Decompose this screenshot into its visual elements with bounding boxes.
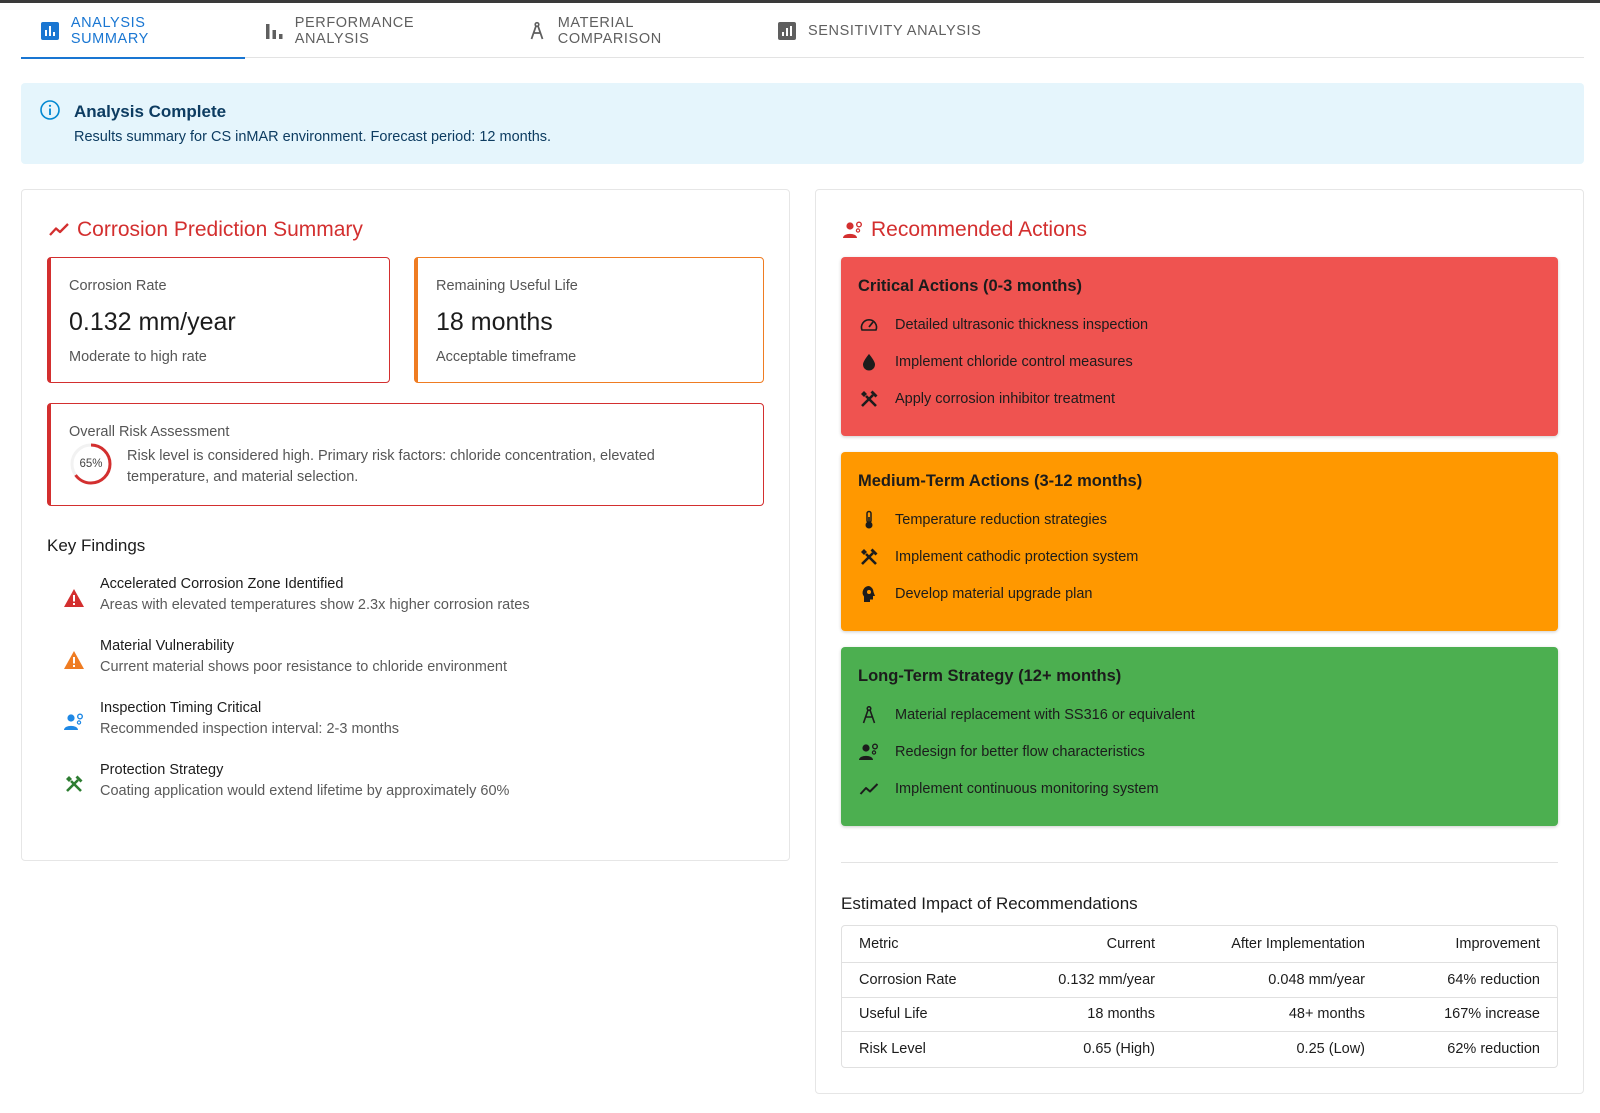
- finding-desc: Areas with elevated temperatures show 2.3x higher corrosion rates: [100, 597, 530, 613]
- table-cell: 48+ months: [1172, 998, 1382, 1033]
- engineering-icon: [841, 218, 865, 242]
- corrosion-rate-note: Moderate to high rate: [69, 349, 207, 365]
- action-item: Redesign for better flow characteristics: [858, 740, 1145, 764]
- risk-gauge: [69, 442, 113, 486]
- tab-material-comparison[interactable]: [508, 3, 758, 58]
- trending-up-icon: [47, 218, 71, 242]
- finding-desc: Current material shows poor resistance to chloride environment: [100, 659, 507, 675]
- trending-up-icon: [858, 778, 880, 800]
- useful-life-label: Remaining Useful Life: [436, 278, 578, 294]
- corrosion-rate-value: 0.132 mm/year: [69, 308, 236, 336]
- table-row: [842, 963, 1557, 998]
- risk-percent: 65%: [79, 458, 103, 470]
- table-header-row: [842, 926, 1557, 963]
- action-item: Develop material upgrade plan: [858, 582, 1093, 606]
- tab-label: ANALYSIS SUMMARY: [70, 14, 149, 47]
- corrosion-rate-label: Corrosion Rate: [69, 278, 167, 294]
- action-item: Material replacement with SS316 or equivalent: [858, 703, 1195, 727]
- water-drop-icon: [858, 351, 880, 373]
- table-cell: Risk Level: [859, 1041, 926, 1058]
- finding-item: [62, 700, 742, 750]
- info-icon: [39, 99, 61, 121]
- column-header: Current: [1017, 926, 1172, 963]
- tab-label: PERFORMANCE ANALYSIS: [294, 14, 415, 47]
- compass-icon: [858, 704, 880, 726]
- chart-box-icon: [776, 20, 798, 42]
- engineering-icon: [858, 741, 880, 763]
- engineering-icon: [62, 710, 86, 734]
- tab-sensitivity-analysis[interactable]: [758, 3, 999, 58]
- useful-life-box: [414, 257, 764, 383]
- tools-icon: [858, 388, 880, 410]
- corrosion-rate-box: [47, 257, 390, 383]
- finding-title: Material Vulnerability: [100, 638, 235, 654]
- action-item: Apply corrosion inhibitor treatment: [858, 387, 1115, 411]
- tools-icon: [858, 546, 880, 568]
- speedometer-icon: [858, 314, 880, 336]
- recommended-actions-card: [815, 189, 1584, 1094]
- finding-item: [62, 638, 742, 688]
- medium-term-actions-title: Medium-Term Actions (3-12 months): [858, 472, 1143, 490]
- column-header: Metric: [842, 926, 1017, 963]
- useful-life-value: 18 months: [436, 308, 553, 336]
- psychology-icon: [858, 583, 880, 605]
- table-cell: 167% increase: [1382, 998, 1557, 1033]
- useful-life-note: Acceptable timeframe: [436, 349, 577, 365]
- long-term-strategy-box: [841, 647, 1558, 826]
- finding-title: Protection Strategy: [100, 762, 224, 778]
- bar-chart-icon: [39, 20, 61, 42]
- risk-assessment-box: [47, 403, 764, 506]
- finding-desc: Coating application would extend lifetime by approximately 60%: [100, 783, 510, 799]
- tab-label: MATERIAL COMPARISON: [557, 14, 662, 47]
- corrosion-prediction-card: [21, 189, 790, 861]
- tab-label: SENSITIVITY ANALYSIS: [808, 22, 982, 39]
- table-cell: 0.048 mm/year: [1172, 963, 1382, 998]
- section-divider: [841, 862, 1558, 863]
- table-cell: 62% reduction: [1447, 1041, 1540, 1058]
- tab-performance-analysis[interactable]: [245, 3, 508, 58]
- recommended-title: Recommended Actions: [841, 218, 1087, 242]
- tools-icon: [62, 772, 86, 796]
- table-cell: Useful Life: [842, 998, 1017, 1033]
- tab-analysis-summary[interactable]: [21, 3, 245, 58]
- impact-title: Estimated Impact of Recommendations: [841, 894, 1138, 913]
- finding-item: [62, 762, 742, 812]
- table-cell: 0.132 mm/year: [1017, 963, 1172, 998]
- action-item: Temperature reduction strategies: [858, 508, 1107, 532]
- table-row: [842, 1032, 1557, 1067]
- long-term-strategy-title: Long-Term Strategy (12+ months): [858, 667, 1122, 685]
- action-item: Implement chloride control measures: [858, 350, 1133, 374]
- table-cell: 18 months: [1017, 998, 1172, 1033]
- table-cell: 0.65 (High): [1083, 1041, 1155, 1058]
- warning-icon: [62, 586, 86, 610]
- table-cell: 0.25 (Low): [1296, 1041, 1365, 1058]
- critical-actions-title: Critical Actions (0-3 months): [858, 277, 1082, 295]
- key-findings-title: Key Findings: [47, 536, 146, 555]
- column-header: Improvement: [1382, 926, 1557, 963]
- medium-term-actions-box: [841, 452, 1558, 631]
- risk-label: Overall Risk Assessment: [69, 424, 230, 440]
- table-row: [842, 998, 1557, 1033]
- risk-description: Risk level is considered high. Primary risk factors: chloride concentration, elevated temperature, and material selection.: [127, 448, 655, 485]
- compass-icon: [526, 20, 548, 42]
- action-item: Detailed ultrasonic thickness inspection: [858, 313, 1148, 337]
- warning-icon: [62, 648, 86, 672]
- critical-actions-box: [841, 257, 1558, 436]
- action-item: Implement continuous monitoring system: [858, 777, 1159, 801]
- finding-title: Inspection Timing Critical: [100, 700, 262, 716]
- thermometer-icon: [858, 509, 880, 531]
- alert-title: Analysis Complete: [74, 102, 227, 121]
- finding-item: [62, 576, 742, 626]
- impact-table: [841, 925, 1558, 1068]
- tab-bar: [21, 3, 1584, 58]
- finding-title: Accelerated Corrosion Zone Identified: [100, 576, 344, 592]
- finding-desc: Recommended inspection interval: 2-3 months: [100, 721, 400, 737]
- action-item: Implement cathodic protection system: [858, 545, 1138, 569]
- prediction-title: Corrosion Prediction Summary: [47, 218, 363, 242]
- column-header: After Implementation: [1172, 926, 1382, 963]
- analysis-complete-alert: [21, 83, 1584, 164]
- table-cell: Corrosion Rate: [842, 963, 1017, 998]
- alert-message: Results summary for CS inMAR environment. Forecast period: 12 months.: [74, 129, 552, 145]
- table-cell: 64% reduction: [1382, 963, 1557, 998]
- bar-chart-icon: [263, 20, 285, 42]
